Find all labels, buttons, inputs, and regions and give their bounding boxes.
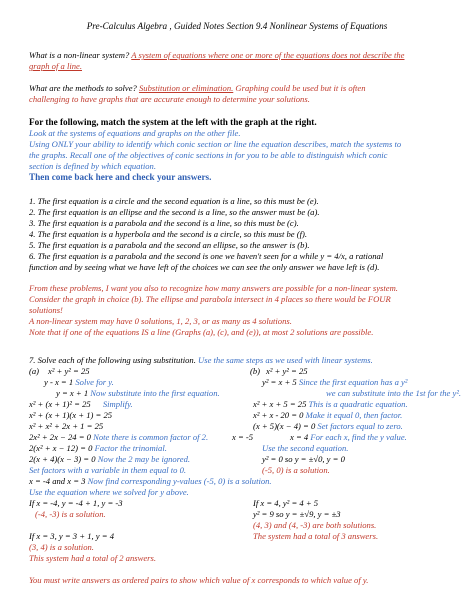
- step: 2(x² + x − 12) = 0 Factor the trinomial.: [29, 443, 167, 453]
- q1-line: [29, 50, 404, 60]
- step: x = -4 and x = 3 Now find corresponding y-values (-5, 0) is a solution.: [29, 476, 272, 486]
- q1-answer: A system of equations where one or more of the equations does not describe the: [131, 50, 405, 60]
- step-note: Set factors with a variable in them equal to 0.: [29, 465, 187, 475]
- match-note: the graphs. Recall one of the objectives of conic sections in for you to be able to distinguish which conic: [29, 150, 388, 160]
- solution: (-4, -3) is a solution.: [35, 509, 106, 519]
- match-item: 5. The first equation is a parabola and the second an ellipse, so the answer is (b).: [29, 240, 310, 250]
- part-b-label: (b): [250, 366, 261, 376]
- solution-summary: This system had a total of 2 answers.: [29, 553, 157, 563]
- step: x² + y² = 25: [266, 366, 308, 376]
- step: x² + y² = 25: [48, 366, 90, 376]
- q2-line: [29, 83, 366, 93]
- match-item: 2. The first equation is an ellipse and the second is a line, so the answer must be (a).: [29, 207, 320, 217]
- red-note: From these problems, I want you also to recognize how many answers are possible for a non-linear system.: [29, 283, 398, 293]
- step: If x = 4, y² = 4 + 5: [253, 498, 319, 508]
- solution: (-5, 0) is a solution.: [262, 465, 330, 475]
- step: y² = x + 5 Since the first equation has a y²: [262, 377, 408, 387]
- step: If x = 3, y = 3 + 1, y = 4: [29, 531, 115, 541]
- step: y² = 9 so y = ±√9, y = ±3: [253, 509, 341, 519]
- step: 2(x + 4)(x − 3) = 0 Now the 2 may be ignored.: [29, 454, 191, 464]
- q2-answer-cont: challenging to have graphs that are accurate enough to determine your solutions.: [29, 94, 310, 104]
- red-note: Note that if one of the equations IS a line (Graphs (a), (c), and (e)), at most 2 solutions are possible.: [29, 327, 374, 337]
- match-item: 4. The first equation is a hyperbola and the second is a circle, so this must be (f).: [29, 229, 307, 239]
- match-note: Using ONLY your ability to identify which conic section or line the equation describes, match the systems to: [29, 139, 402, 149]
- step: x² + x + 5 = 25 This is a quadratic equation.: [253, 399, 408, 409]
- red-note: A non-linear system may have 0 solutions, 1, 2, 3, or as many as 4 solutions.: [29, 316, 292, 326]
- step-note: Use the second equation.: [262, 443, 349, 453]
- q7-intro: 7. Solve each of the following using substitution.: [29, 355, 196, 365]
- step: x = 4 For each x, find the y value.: [290, 432, 407, 442]
- solution: (4, 3) and (4, -3) are both solutions.: [253, 520, 377, 530]
- q1-question: What is a non-linear system?: [29, 50, 130, 60]
- solution-summary: The system had a total of 3 answers.: [253, 531, 379, 541]
- match-item: 6. The first equation is a parabola and the second is one we haven't seen for a while y = 4/x, a rational: [29, 251, 384, 261]
- q7-intro-line: [29, 355, 373, 365]
- q2-answer-method: Substitution or elimination.: [138, 83, 234, 93]
- match-heading: For the following, match the system at the left with the graph at the right.: [29, 117, 317, 127]
- step: x² + (x + 1)(x + 1) = 25: [29, 410, 113, 420]
- step: 2x² + 2x − 24 = 0 Note there is common factor of 2.: [29, 432, 209, 442]
- q2-question: What are the methods to solve?: [29, 83, 137, 93]
- step: x² + x² + 2x + 1 = 25: [29, 421, 104, 431]
- match-note: Look at the systems of equations and graphs on the other file.: [29, 128, 241, 138]
- q2-answer-note: Graphing could be used but it is often: [235, 83, 366, 93]
- q7-intro-note: Use the same steps as we used with linear systems.: [198, 355, 373, 365]
- step: y - x = 1 Solve for y.: [44, 377, 114, 387]
- red-note: Consider the graph in choice (b). The ellipse and parabola intersect in 4 places so there would be FOUR: [29, 294, 391, 304]
- step: y = x + 1 Now substitute into the first equation.: [56, 388, 220, 398]
- match-item: 3. The first equation is a parabola and the second is a line, so this must be (c).: [29, 218, 299, 228]
- step-x-neg5: x = -5: [232, 432, 254, 442]
- come-back-note: Then come back here and check your answers.: [29, 172, 212, 182]
- step: (x + 5)(x − 4) = 0 Set factors equal to zero.: [253, 421, 403, 431]
- step: If x = -4, y = -4 + 1, y = -3: [29, 498, 123, 508]
- step-note: Use the equation where we solved for y above.: [29, 487, 189, 497]
- step-note: we can substitute into the 1st for the y².: [326, 388, 462, 398]
- red-note: solutions!: [29, 305, 63, 315]
- match-note: section is defined by which equation.: [29, 161, 156, 171]
- step: x² + x - 20 = 0 Make it equal 0, then factor.: [253, 410, 403, 420]
- part-a-label: (a): [29, 366, 40, 376]
- page-title: Pre-Calculus Algebra , Guided Notes Section 9.4 Nonlinear Systems of Equations: [86, 21, 388, 31]
- q1-answer-cont: graph of a line.: [29, 61, 82, 71]
- match-item: function and by seeing what we have left of the choices we can see the only answer we have left is (d).: [29, 262, 380, 272]
- footer-note: You must write answers as ordered pairs to show which value of x corresponds to which value of y.: [29, 575, 369, 585]
- match-item: 1. The first equation is a circle and the second equation is a line, so this must be (e).: [29, 196, 319, 206]
- step: x² + (x + 1)² = 25 Simplify.: [29, 399, 133, 409]
- solution: (3, 4) is a solution.: [29, 542, 94, 552]
- step: y² = 0 so y = ±√0, y = 0: [262, 454, 345, 464]
